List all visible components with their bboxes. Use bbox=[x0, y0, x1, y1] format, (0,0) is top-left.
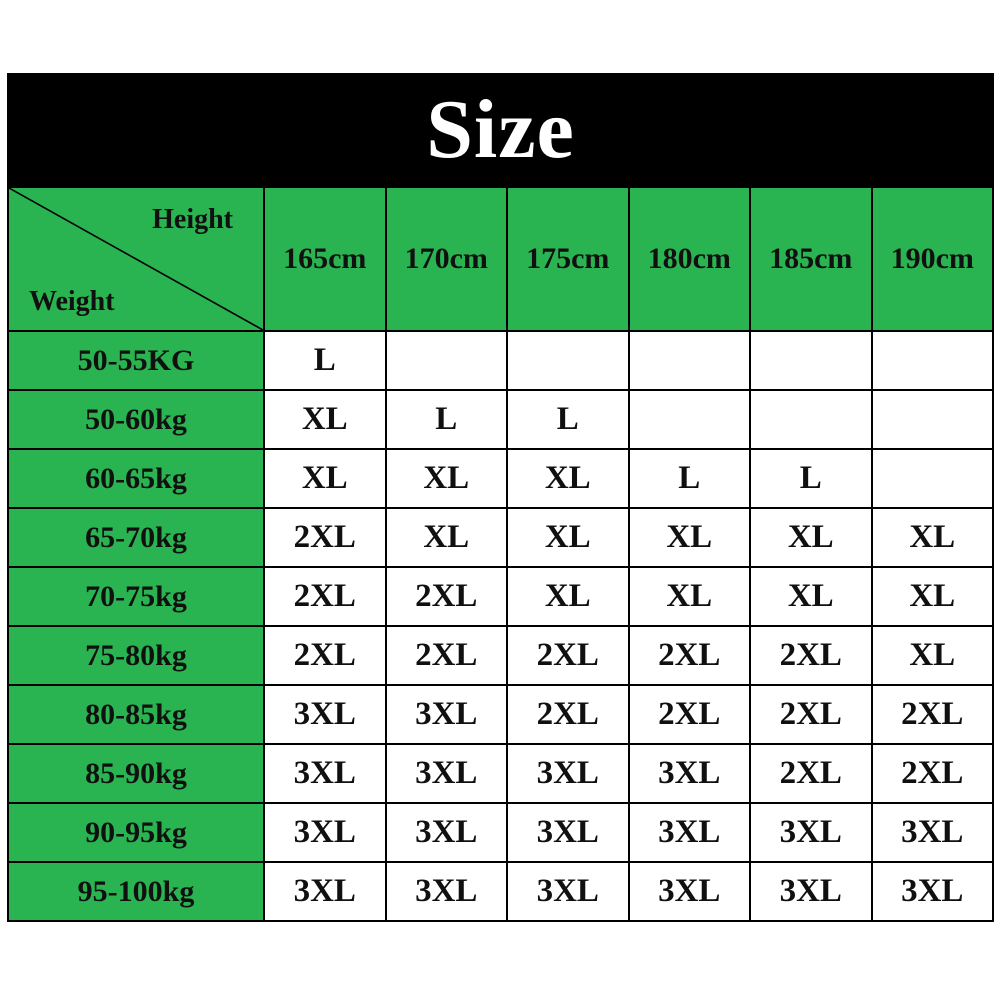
size-cell: 2XL bbox=[264, 626, 386, 685]
size-cell bbox=[872, 390, 994, 449]
size-table-body bbox=[8, 331, 993, 921]
size-cell: XL bbox=[264, 449, 386, 508]
size-cell: 3XL bbox=[872, 862, 994, 921]
size-cell: XL bbox=[386, 449, 508, 508]
row-label: 90-95kg bbox=[8, 803, 264, 862]
size-cell: XL bbox=[507, 508, 629, 567]
row-label: 80-85kg bbox=[8, 685, 264, 744]
size-cell: 3XL bbox=[629, 803, 751, 862]
size-cell: 2XL bbox=[750, 626, 872, 685]
size-cell: 3XL bbox=[264, 862, 386, 921]
size-cell: 2XL bbox=[386, 626, 508, 685]
size-cell bbox=[386, 331, 508, 390]
size-cell bbox=[872, 449, 994, 508]
size-cell bbox=[872, 331, 994, 390]
size-cell: XL bbox=[629, 567, 751, 626]
size-cell: 3XL bbox=[264, 744, 386, 803]
size-cell bbox=[629, 390, 751, 449]
size-cell: 3XL bbox=[507, 744, 629, 803]
table-row bbox=[8, 862, 993, 921]
size-cell: 2XL bbox=[872, 744, 994, 803]
row-label: 95-100kg bbox=[8, 862, 264, 921]
table-row bbox=[8, 685, 993, 744]
size-cell: 2XL bbox=[629, 626, 751, 685]
title-banner bbox=[7, 73, 994, 186]
size-cell: 3XL bbox=[264, 803, 386, 862]
row-label: 85-90kg bbox=[8, 744, 264, 803]
size-cell: 3XL bbox=[386, 685, 508, 744]
table-row bbox=[8, 567, 993, 626]
size-cell: L bbox=[629, 449, 751, 508]
row-label: 65-70kg bbox=[8, 508, 264, 567]
column-header: 190cm bbox=[872, 187, 994, 331]
size-cell: 3XL bbox=[386, 744, 508, 803]
size-cell: 2XL bbox=[872, 685, 994, 744]
size-cell: 2XL bbox=[750, 744, 872, 803]
size-cell: XL bbox=[507, 567, 629, 626]
size-cell: L bbox=[507, 390, 629, 449]
size-cell: 2XL bbox=[507, 685, 629, 744]
column-header: 185cm bbox=[750, 187, 872, 331]
row-label: 70-75kg bbox=[8, 567, 264, 626]
row-label: 60-65kg bbox=[8, 449, 264, 508]
row-label: 50-60kg bbox=[8, 390, 264, 449]
table-row bbox=[8, 744, 993, 803]
size-cell: 3XL bbox=[507, 862, 629, 921]
size-table bbox=[7, 186, 994, 922]
size-cell: XL bbox=[750, 567, 872, 626]
size-cell: XL bbox=[629, 508, 751, 567]
size-cell: 2XL bbox=[264, 508, 386, 567]
row-label: 50-55KG bbox=[8, 331, 264, 390]
corner-cell bbox=[8, 187, 264, 331]
size-cell bbox=[629, 331, 751, 390]
size-cell: 2XL bbox=[386, 567, 508, 626]
size-cell: 3XL bbox=[264, 685, 386, 744]
size-cell: 3XL bbox=[386, 862, 508, 921]
size-cell: XL bbox=[872, 567, 994, 626]
page-title: Size bbox=[426, 82, 575, 176]
size-table-head bbox=[8, 187, 993, 331]
size-cell: 2XL bbox=[264, 567, 386, 626]
size-cell: XL bbox=[872, 508, 994, 567]
size-cell: 2XL bbox=[629, 685, 751, 744]
column-header: 165cm bbox=[264, 187, 386, 331]
size-cell: 3XL bbox=[507, 803, 629, 862]
column-header: 175cm bbox=[507, 187, 629, 331]
column-header: 170cm bbox=[386, 187, 508, 331]
table-row bbox=[8, 331, 993, 390]
size-cell: XL bbox=[264, 390, 386, 449]
size-cell: XL bbox=[386, 508, 508, 567]
size-cell: XL bbox=[507, 449, 629, 508]
table-row bbox=[8, 626, 993, 685]
size-cell: L bbox=[264, 331, 386, 390]
size-cell: 3XL bbox=[629, 862, 751, 921]
size-cell bbox=[507, 331, 629, 390]
size-cell: L bbox=[386, 390, 508, 449]
size-cell: L bbox=[750, 449, 872, 508]
row-label: 75-80kg bbox=[8, 626, 264, 685]
size-cell bbox=[750, 390, 872, 449]
table-row bbox=[8, 803, 993, 862]
column-header: 180cm bbox=[629, 187, 751, 331]
size-cell: XL bbox=[750, 508, 872, 567]
table-row bbox=[8, 449, 993, 508]
size-cell: 3XL bbox=[629, 744, 751, 803]
header-row bbox=[8, 187, 993, 331]
table-row bbox=[8, 508, 993, 567]
size-cell: 3XL bbox=[750, 862, 872, 921]
size-cell bbox=[750, 331, 872, 390]
size-cell: XL bbox=[872, 626, 994, 685]
size-cell: 3XL bbox=[386, 803, 508, 862]
height-axis-label: Height bbox=[152, 204, 233, 235]
table-row bbox=[8, 390, 993, 449]
size-cell: 2XL bbox=[750, 685, 872, 744]
size-cell: 2XL bbox=[507, 626, 629, 685]
size-cell: 3XL bbox=[750, 803, 872, 862]
size-cell: 3XL bbox=[872, 803, 994, 862]
weight-axis-label: Weight bbox=[29, 286, 115, 317]
